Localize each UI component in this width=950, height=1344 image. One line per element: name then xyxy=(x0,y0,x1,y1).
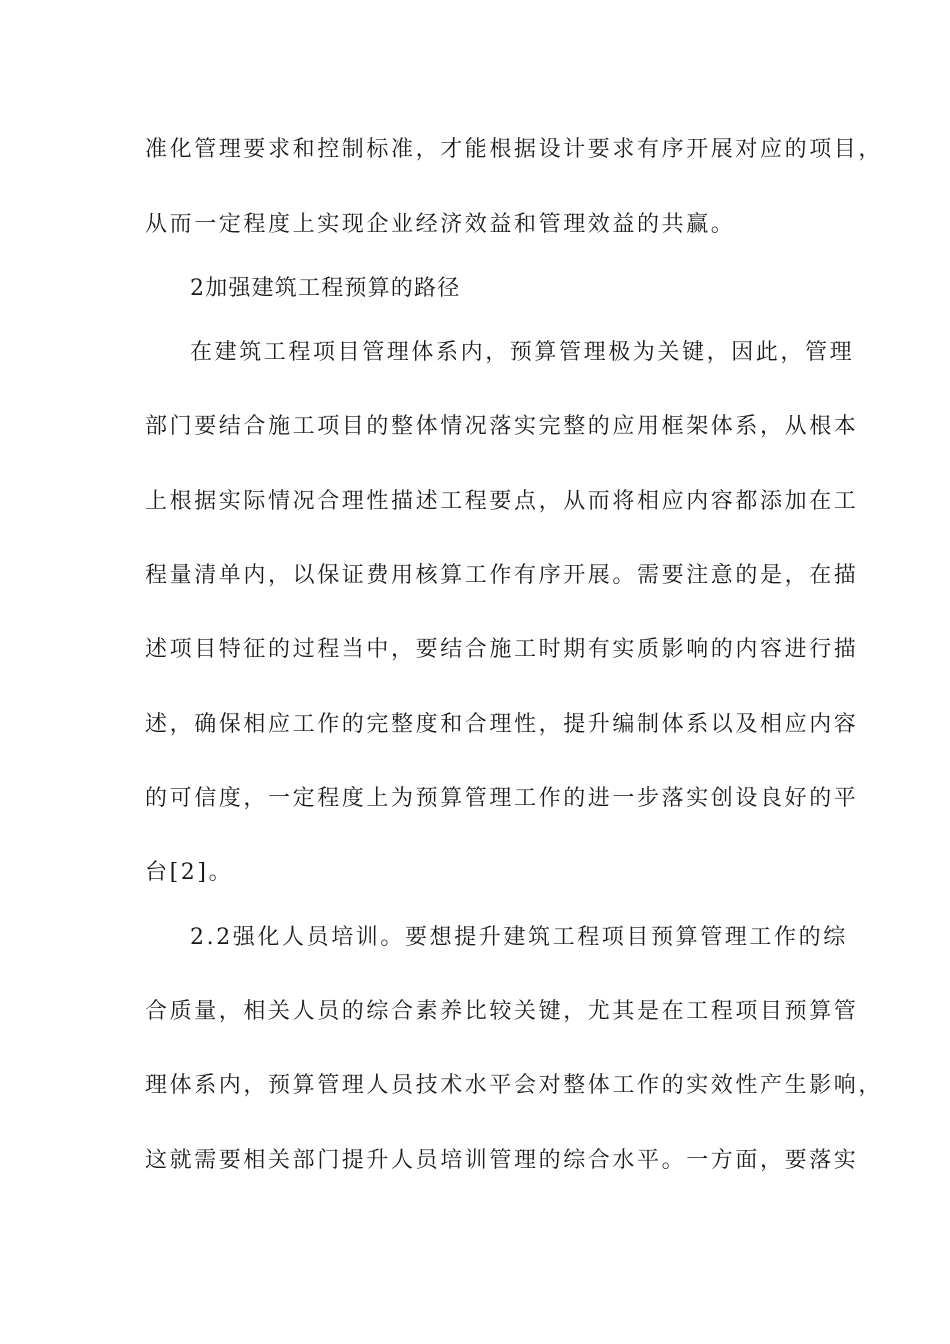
paragraph-line: 准化管理要求和控制标准，才能根据设计要求有序开展对应的项目， xyxy=(145,137,884,162)
paragraph-line: 这就需要相关部门提升人员培训管理的综合水平。一方面，要落实 xyxy=(145,1148,859,1173)
section-heading: 2加强建筑工程预算的路径 xyxy=(190,276,461,301)
paragraph-line: 理体系内，预算管理人员技术水平会对整体工作的实效性产生影响， xyxy=(145,1073,884,1098)
paragraph-line: 部门要结合施工项目的整体情况落实完整的应用框架体系，从根本 xyxy=(145,414,859,439)
paragraph-line: 2.2强化人员培训。要想提升建筑工程项目预算管理工作的综 xyxy=(190,925,848,950)
paragraph-line: 在建筑工程项目管理体系内，预算管理极为关键，因此，管理 xyxy=(190,340,855,365)
paragraph-line: 述，确保相应工作的完整度和合理性，提升编制体系以及相应内容 xyxy=(145,712,859,737)
paragraph-line: 述项目特征的过程当中，要结合施工时期有实质影响的内容进行描 xyxy=(145,637,859,662)
paragraph-line: 从而一定程度上实现企业经济效益和管理效益的共赢。 xyxy=(145,212,736,237)
paragraph-line: 程量清单内，以保证费用核算工作有序开展。需要注意的是，在描 xyxy=(145,563,859,588)
paragraph-line: 的可信度，一定程度上为预算管理工作的进一步落实创设良好的平 xyxy=(145,786,859,811)
paragraph-line: 合质量，相关人员的综合素养比较关键，尤其是在工程项目预算管 xyxy=(145,999,859,1024)
paragraph-line: 台[2]。 xyxy=(145,860,234,885)
paragraph-line: 上根据实际情况合理性描述工程要点，从而将相应内容都添加在工 xyxy=(145,489,859,514)
